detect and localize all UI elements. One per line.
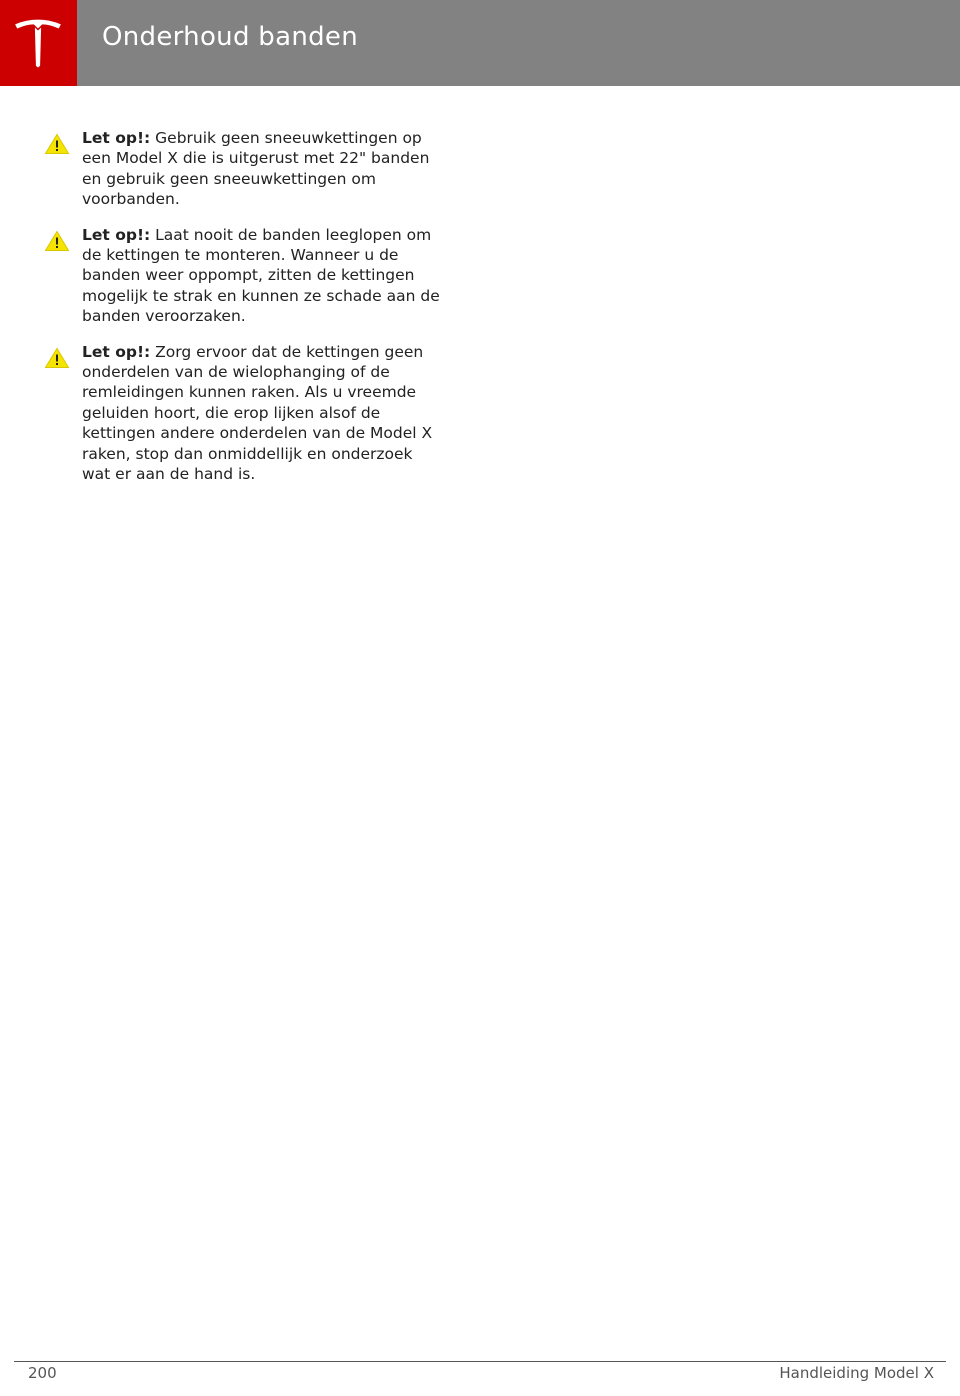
warning-block: [44, 342, 444, 485]
logo-box: [0, 0, 77, 86]
footer-document-title: Handleiding Model X: [779, 1364, 934, 1382]
page-number: 200: [28, 1364, 57, 1382]
page-header: [0, 0, 960, 86]
warning-text: [82, 128, 444, 210]
warning-icon: [44, 347, 70, 369]
warning-block: [44, 225, 444, 327]
warnings-list: [44, 128, 444, 500]
warning-body: Gebruik geen sneeuwkettingen op een Model X die is uitgerust met 22" banden en gebruik geen sneeuwkettingen om voorbanden.: [82, 129, 430, 209]
tesla-logo-icon: [12, 16, 64, 68]
warning-label: Let op!:: [82, 129, 151, 147]
warning-label: Let op!:: [82, 225, 151, 244]
warning-body: Laat nooit de banden leeglopen om de kettingen te monteren. Wanneer u de banden weer oppompt, zitten de kettingen mogelijk te strak en kunnen ze schade aan de banden veroorzaken.: [82, 225, 440, 326]
warning-text: [82, 342, 444, 485]
warning-body: Zorg ervoor dat de kettingen geen onderdelen van de wielophanging of de remleidingen kunnen raken. Als u vreemde geluiden hoort, die erop lijken alsof de kettingen andere onderdelen van de Model X raken, stop dan onmiddellijk en onderzoek wat er aan de hand is.: [82, 342, 433, 484]
page-title: Onderhoud banden: [102, 22, 359, 52]
warning-label: Let op!:: [82, 342, 151, 361]
warning-block: [44, 128, 444, 210]
warning-text: [82, 225, 444, 327]
footer-divider: [14, 1361, 946, 1362]
warning-icon: [44, 230, 70, 252]
warning-icon: [44, 133, 70, 155]
